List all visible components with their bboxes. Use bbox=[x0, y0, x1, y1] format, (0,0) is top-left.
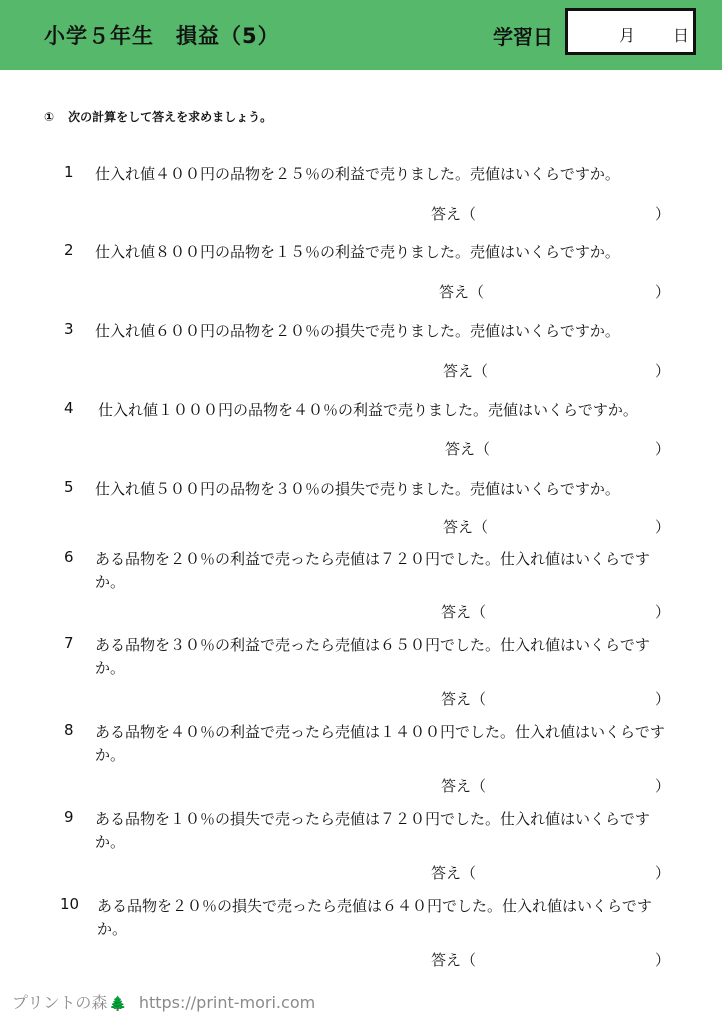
site-url[interactable]: https://print-mori.com bbox=[138, 993, 316, 1012]
question-number: 8 bbox=[64, 721, 74, 739]
answer-label: 答え（ bbox=[431, 951, 477, 969]
question-number: 2 bbox=[64, 241, 74, 259]
study-date-box bbox=[565, 8, 696, 55]
question-text: ある品物を２０％の損失で売ったら売値は６４０円でした。仕入れ値はいくらですか。 bbox=[97, 897, 652, 938]
answer-label: 答え（ bbox=[441, 777, 487, 795]
answer-label: 答え（ bbox=[431, 205, 477, 223]
instruction bbox=[44, 108, 272, 125]
question-text: ある品物を２０％の利益で売ったら売値は７２０円でした。仕入れ値はいくらですか。 bbox=[95, 550, 650, 591]
answer-label: 答え（ bbox=[441, 690, 487, 708]
question-text: 仕入れ値１０００円の品物を４０％の利益で売りました。売値はいくらですか。 bbox=[98, 401, 638, 419]
answer-label: 答え（ bbox=[443, 518, 489, 536]
question-number: 3 bbox=[64, 320, 74, 338]
answer-close: ） bbox=[655, 205, 671, 223]
page-title: 小学５年生 損益（5） bbox=[44, 24, 280, 48]
answer-close: ） bbox=[655, 518, 671, 536]
answer-label: 答え（ bbox=[445, 440, 491, 458]
answer-close: ） bbox=[655, 864, 671, 882]
answer-close: ） bbox=[655, 362, 671, 380]
question-text: 仕入れ値５００円の品物を３０％の損失で売りました。売値はいくらですか。 bbox=[95, 480, 620, 498]
answer-close: ） bbox=[655, 603, 671, 621]
question-number: 4 bbox=[64, 399, 74, 417]
answer-close: ） bbox=[655, 777, 671, 795]
answer-label: 答え（ bbox=[443, 362, 489, 380]
footer bbox=[12, 990, 315, 1013]
site-name: プリントの森 bbox=[12, 993, 108, 1012]
question-number: 9 bbox=[64, 808, 74, 826]
question-text: ある品物を３０％の利益で売ったら売値は６５０円でした。仕入れ値はいくらですか。 bbox=[95, 636, 650, 677]
question-text: ある品物を１０％の損失で売ったら売値は７２０円でした。仕入れ値はいくらですか。 bbox=[95, 810, 650, 851]
question-number: 7 bbox=[64, 634, 74, 652]
question-text: 仕入れ値４００円の品物を２５％の利益で売りました。売値はいくらですか。 bbox=[95, 165, 620, 183]
day-label: 日 bbox=[673, 26, 690, 45]
answer-label: 答え（ bbox=[439, 283, 485, 301]
instruction-number: ① bbox=[44, 110, 55, 124]
answer-close: ） bbox=[655, 690, 671, 708]
question-text: 仕入れ値８００円の品物を１５％の利益で売りました。売値はいくらですか。 bbox=[95, 243, 620, 261]
question-text: 仕入れ値６００円の品物を２０％の損失で売りました。売値はいくらですか。 bbox=[95, 322, 620, 340]
question-number: 5 bbox=[64, 478, 74, 496]
answer-close: ） bbox=[655, 951, 671, 969]
month-label: 月 bbox=[619, 26, 636, 45]
answer-label: 答え（ bbox=[441, 603, 487, 621]
answer-label: 答え（ bbox=[431, 864, 477, 882]
answer-close: ） bbox=[655, 283, 671, 301]
question-number: 10 bbox=[60, 895, 80, 913]
answer-close: ） bbox=[655, 440, 671, 458]
question-text: ある品物を４０％の利益で売ったら売値は１４００円でした。仕入れ値はいくらですか。 bbox=[95, 723, 665, 764]
instruction-text: 次の計算をして答えを求めましょう。 bbox=[68, 110, 273, 124]
question-number: 1 bbox=[64, 163, 74, 181]
header-bar bbox=[0, 0, 722, 70]
study-date-label: 学習日 bbox=[493, 25, 553, 49]
question-number: 6 bbox=[64, 548, 74, 566]
tree-icon: 🌲 bbox=[109, 996, 127, 1012]
